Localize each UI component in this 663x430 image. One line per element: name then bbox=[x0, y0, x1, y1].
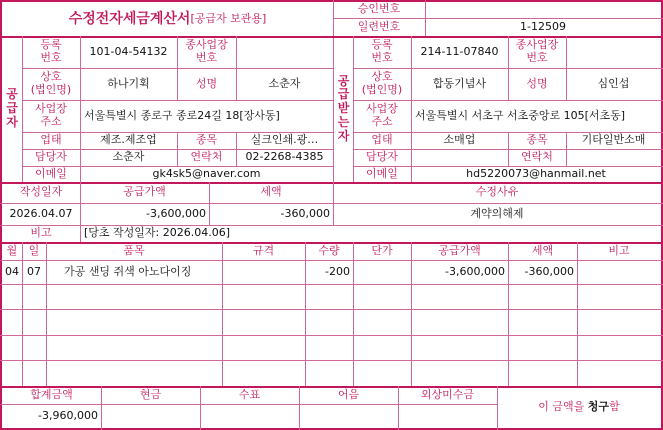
receiver-rep: 심인섭 bbox=[597, 76, 630, 90]
items-header-month: 월 bbox=[6, 243, 18, 257]
items-header-supply: 공급가액 bbox=[438, 243, 481, 257]
serial-label: 일련번호 bbox=[357, 19, 401, 33]
tax-label: 세액 bbox=[260, 185, 282, 199]
note-label: 비고 bbox=[30, 226, 52, 240]
receiver-branch-no bbox=[566, 36, 661, 68]
supplier-biz: 제조.제조업 bbox=[100, 133, 157, 147]
receiver-contact-label: 연락처 bbox=[521, 150, 553, 164]
items-header-note: 비고 bbox=[608, 243, 630, 257]
receiver-addr: 서울특별시 서초구 서초중앙로 105[서초동] bbox=[415, 108, 626, 122]
credit-amount bbox=[398, 404, 497, 428]
supplier-email-label: 이메일 bbox=[35, 166, 67, 180]
check-label: 수표 bbox=[238, 387, 261, 401]
title-main: 수정전자세금계산서 bbox=[68, 10, 191, 27]
supplier-biz-label: 업태 bbox=[40, 133, 62, 147]
receiver-branch-label: 종사업장 번호 bbox=[515, 38, 559, 64]
receiver-side-char: 급 bbox=[337, 87, 350, 102]
claim-suffix: 함 bbox=[609, 399, 620, 413]
receiver-side-label bbox=[334, 36, 353, 182]
reason-label: 수정사유 bbox=[475, 185, 519, 199]
receiver-biz: 소매업 bbox=[443, 133, 476, 147]
supply-label: 공급가액 bbox=[123, 185, 166, 199]
receiver-side-char: 받 bbox=[337, 101, 350, 116]
check-amount bbox=[200, 404, 299, 428]
note-bill-label: 어음 bbox=[337, 387, 360, 401]
receiver-name-label: 상호 (법인명) bbox=[361, 70, 403, 96]
receiver-side-char: 공 bbox=[337, 73, 350, 88]
supplier-reg-no: 101-04-54132 bbox=[89, 44, 168, 58]
receiver-email-label: 이메일 bbox=[366, 166, 398, 180]
supplier-branch-no bbox=[236, 36, 333, 68]
supplier-name-label: 상호 (법인명) bbox=[30, 70, 72, 96]
supplier-contact-label: 연락처 bbox=[190, 150, 223, 164]
item-note bbox=[577, 261, 661, 284]
credit-label: 외상미수금 bbox=[420, 387, 475, 401]
receiver-side-char: 자 bbox=[337, 128, 350, 143]
issue-date: 2026.04.07 bbox=[9, 206, 73, 220]
supplier-item-label: 종목 bbox=[195, 133, 218, 147]
supplier-item: 실크인쇄.광… bbox=[250, 133, 319, 147]
receiver-addr-label: 사업장 주소 bbox=[366, 102, 398, 128]
date-label: 작성일자 bbox=[19, 185, 63, 199]
receiver-email: hd5220073@hanmail.net bbox=[466, 166, 606, 180]
approval-value bbox=[425, 1, 661, 18]
supplier-manager-label: 담당자 bbox=[35, 150, 67, 164]
items-header-spec: 규격 bbox=[252, 243, 275, 257]
receiver-contact bbox=[566, 149, 661, 166]
supplier-side-char: 급 bbox=[6, 101, 18, 116]
supplier-manager: 소춘자 bbox=[112, 150, 145, 164]
claim-statement bbox=[497, 386, 661, 428]
item-day: 07 bbox=[27, 265, 41, 279]
approval-label: 승인번호 bbox=[357, 2, 401, 16]
title-sub: [공급자 보관용] bbox=[190, 11, 267, 25]
item-unit-price bbox=[353, 261, 411, 284]
supplier-name: 하나기획 bbox=[107, 76, 150, 90]
supplier-rep: 소춘자 bbox=[268, 76, 301, 90]
item-month: 04 bbox=[5, 265, 19, 279]
supplier-email: gk4sk5@naver.com bbox=[152, 166, 261, 180]
supplier-reg-label: 등록 번호 bbox=[40, 38, 62, 64]
supplier-rep-label: 성명 bbox=[195, 76, 218, 90]
receiver-rep-label: 성명 bbox=[526, 76, 548, 90]
supplier-contact: 02-2268-4385 bbox=[245, 150, 324, 164]
items-header-unit-price: 단가 bbox=[371, 243, 393, 257]
receiver-item: 기타일반소매 bbox=[581, 133, 646, 147]
receiver-biz-label: 업태 bbox=[371, 133, 393, 147]
supplier-branch-label: 종사업장 번호 bbox=[185, 38, 228, 64]
item-supply: -3,600,000 bbox=[445, 265, 505, 279]
revision-reason: 계약의해제 bbox=[470, 206, 524, 220]
receiver-name: 합동기념사 bbox=[432, 76, 487, 90]
receiver-manager-label: 담당자 bbox=[366, 150, 398, 164]
item-name: 가공 샌딩 쥐색 아노다이징 bbox=[64, 265, 192, 279]
supplier-addr-label: 사업장 주소 bbox=[35, 102, 67, 128]
claim-word: 청구 bbox=[587, 399, 610, 413]
invoice-title bbox=[2, 2, 333, 36]
supplier-side-char: 공 bbox=[6, 87, 18, 102]
receiver-reg-label: 등록 번호 bbox=[371, 38, 393, 64]
receiver-reg-no: 214-11-07840 bbox=[420, 44, 499, 58]
items-header-tax: 세액 bbox=[531, 243, 554, 257]
supplier-side-char: 자 bbox=[6, 114, 18, 129]
supplier-addr: 서울특별시 종로구 종로24길 18[장사동] bbox=[84, 108, 280, 122]
item-qty: -200 bbox=[325, 265, 350, 279]
total-amount: -3,960,000 bbox=[38, 408, 98, 422]
tax-amount: -360,000 bbox=[280, 206, 330, 220]
supply-amount: -3,600,000 bbox=[146, 206, 206, 220]
serial-value: 1-12509 bbox=[520, 19, 566, 33]
item-spec bbox=[222, 261, 305, 284]
receiver-item-label: 종목 bbox=[526, 133, 548, 147]
items-header-name: 품목 bbox=[123, 243, 145, 257]
receiver-side-char: 는 bbox=[337, 114, 350, 129]
cash-label: 현금 bbox=[139, 387, 162, 401]
item-tax: -360,000 bbox=[524, 265, 574, 279]
supplier-side-label bbox=[2, 36, 22, 182]
claim-prefix: 이 금액을 bbox=[538, 399, 588, 413]
note-bill-amount bbox=[299, 404, 398, 428]
note-value: [당초 작성일자: 2026.04.06] bbox=[84, 226, 231, 240]
items-header-qty: 수량 bbox=[318, 243, 340, 257]
receiver-manager bbox=[411, 149, 508, 166]
total-label: 합계금액 bbox=[30, 387, 73, 401]
cash-amount bbox=[101, 404, 200, 428]
items-header-day: 일 bbox=[28, 243, 40, 257]
